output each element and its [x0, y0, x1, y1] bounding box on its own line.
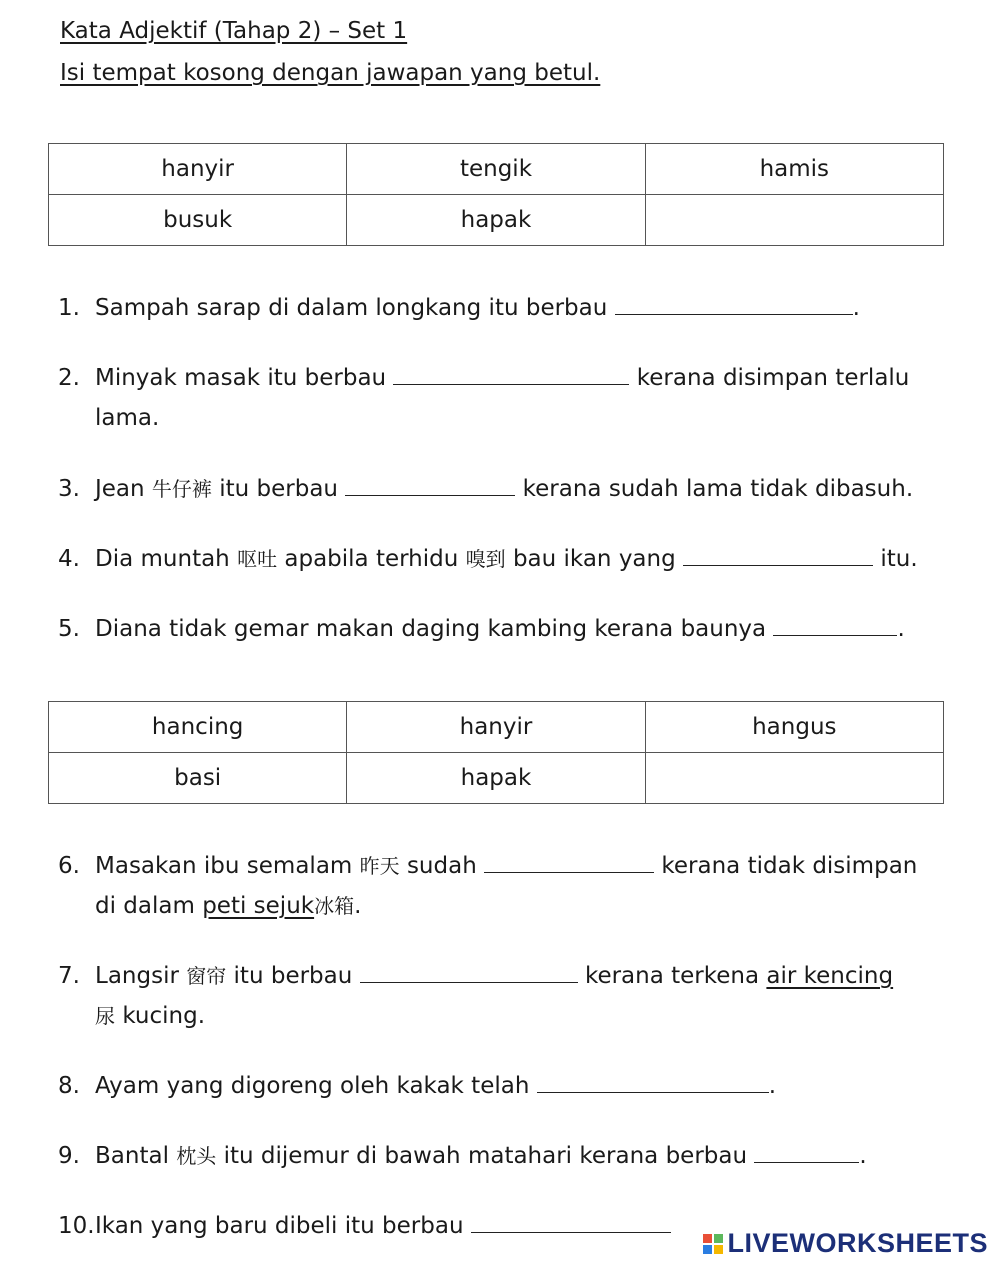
question-2 [58, 358, 958, 438]
word-bank-cell: hangus [645, 702, 943, 753]
chinese-translation: 冰箱 [314, 894, 355, 918]
word-bank-cell: tengik [347, 144, 645, 195]
question-7 [58, 956, 958, 1036]
word-bank-row [49, 753, 944, 804]
answer-blank-8[interactable] [537, 1070, 769, 1093]
chinese-translation: 牛仔裤 [151, 477, 212, 501]
word-bank-1 [48, 143, 944, 246]
question-text: Dia muntah [95, 546, 230, 572]
word-bank-2 [48, 701, 944, 804]
question-9 [58, 1136, 958, 1176]
question-number: 3. [58, 476, 80, 502]
question-text: . [859, 1143, 867, 1169]
question-text: . [852, 295, 860, 321]
question-text: kerana terkena [584, 963, 760, 989]
word-bank-cell: hanyir [347, 702, 645, 753]
question-text: Diana tidak gemar makan daging kambing kerana baunya [95, 616, 767, 642]
underlined-phrase: peti sejuk [202, 893, 315, 919]
question-text: . [897, 616, 905, 642]
word-bank-cell: hamis [645, 144, 943, 195]
question-text: itu berbau [219, 476, 339, 502]
question-text: itu dijemur di bawah matahari kerana berbau [223, 1143, 748, 1169]
question-3 [58, 469, 958, 509]
liveworksheets-logo-icon [703, 1234, 723, 1254]
answer-blank-10[interactable] [471, 1210, 671, 1233]
question-number: 8. [58, 1073, 80, 1099]
chinese-translation: 枕头 [176, 1144, 217, 1168]
answer-blank-1[interactable] [615, 292, 853, 315]
question-text: bau ikan yang [512, 546, 676, 572]
word-bank-row [49, 144, 944, 195]
question-text: Jean [95, 476, 145, 502]
word-bank-cell: hapak [347, 753, 645, 804]
answer-blank-7[interactable] [360, 960, 578, 983]
answer-blank-4[interactable] [683, 543, 873, 566]
question-text: itu berbau [233, 963, 353, 989]
question-number: 5. [58, 616, 80, 642]
word-bank-cell [645, 195, 943, 246]
question-5 [58, 609, 958, 649]
answer-blank-3[interactable] [345, 473, 515, 496]
underlined-phrase: air kencing [766, 963, 894, 989]
chinese-translation: 昨天 [359, 854, 400, 878]
question-text: sudah [406, 853, 477, 879]
word-bank-cell: hancing [49, 702, 347, 753]
question-text: Ikan yang baru dibeli itu berbau [95, 1213, 464, 1239]
word-bank-cell: busuk [49, 195, 347, 246]
instruction-text: Isi tempat kosong dengan jawapan yang betul. [60, 60, 601, 86]
question-text: kerana tidak disimpan [661, 853, 918, 879]
question-text: Ayam yang digoreng oleh kakak telah [95, 1073, 530, 1099]
question-number: 6. [58, 853, 80, 879]
chinese-translation: 尿 [95, 1004, 115, 1028]
question-text: Minyak masak itu berbau [95, 365, 387, 391]
question-text: . [768, 1073, 777, 1099]
question-text: Bantal [95, 1143, 169, 1169]
question-text: kerana disimpan terlalu [636, 365, 910, 391]
word-bank-cell: hanyir [49, 144, 347, 195]
question-number: 9. [58, 1143, 80, 1169]
question-text: Masakan ibu semalam [95, 853, 353, 879]
answer-blank-2[interactable] [393, 362, 629, 385]
answer-blank-5[interactable] [773, 613, 897, 636]
question-text: itu. [880, 546, 918, 572]
question-text: apabila terhidu [284, 546, 459, 572]
chinese-translation: 窗帘 [186, 964, 227, 988]
question-8 [58, 1066, 958, 1106]
logo-text: LIVEWORKSHEETS [727, 1228, 988, 1258]
word-bank-cell [645, 753, 943, 804]
question-text: Sampah sarap di dalam longkang itu berbau [95, 295, 608, 321]
word-bank-cell: basi [49, 753, 347, 804]
question-text: di dalam [95, 893, 195, 919]
question-text: kucing. [122, 1003, 206, 1029]
word-bank-row [49, 195, 944, 246]
answer-blank-9[interactable] [754, 1140, 859, 1163]
question-number: 10. [58, 1213, 95, 1239]
worksheet-title: Kata Adjektif (Tahap 2) – Set 1 [60, 18, 408, 44]
question-4 [58, 539, 958, 579]
question-text: Langsir [95, 963, 179, 989]
question-6 [58, 846, 958, 926]
chinese-translation: 嗅到 [465, 547, 506, 571]
word-bank-row [49, 702, 944, 753]
word-bank-cell: hapak [347, 195, 645, 246]
question-text: kerana sudah lama tidak dibasuh. [522, 476, 914, 502]
chinese-translation: 呕吐 [237, 547, 278, 571]
question-number: 4. [58, 546, 80, 572]
answer-blank-6[interactable] [484, 850, 654, 873]
question-number: 7. [58, 963, 80, 989]
liveworksheets-logo[interactable] [703, 1228, 988, 1259]
question-1 [58, 288, 958, 328]
question-text: . [354, 893, 362, 919]
question-number: 1. [58, 295, 80, 321]
question-number: 2. [58, 365, 80, 391]
question-text: lama. [95, 405, 160, 431]
